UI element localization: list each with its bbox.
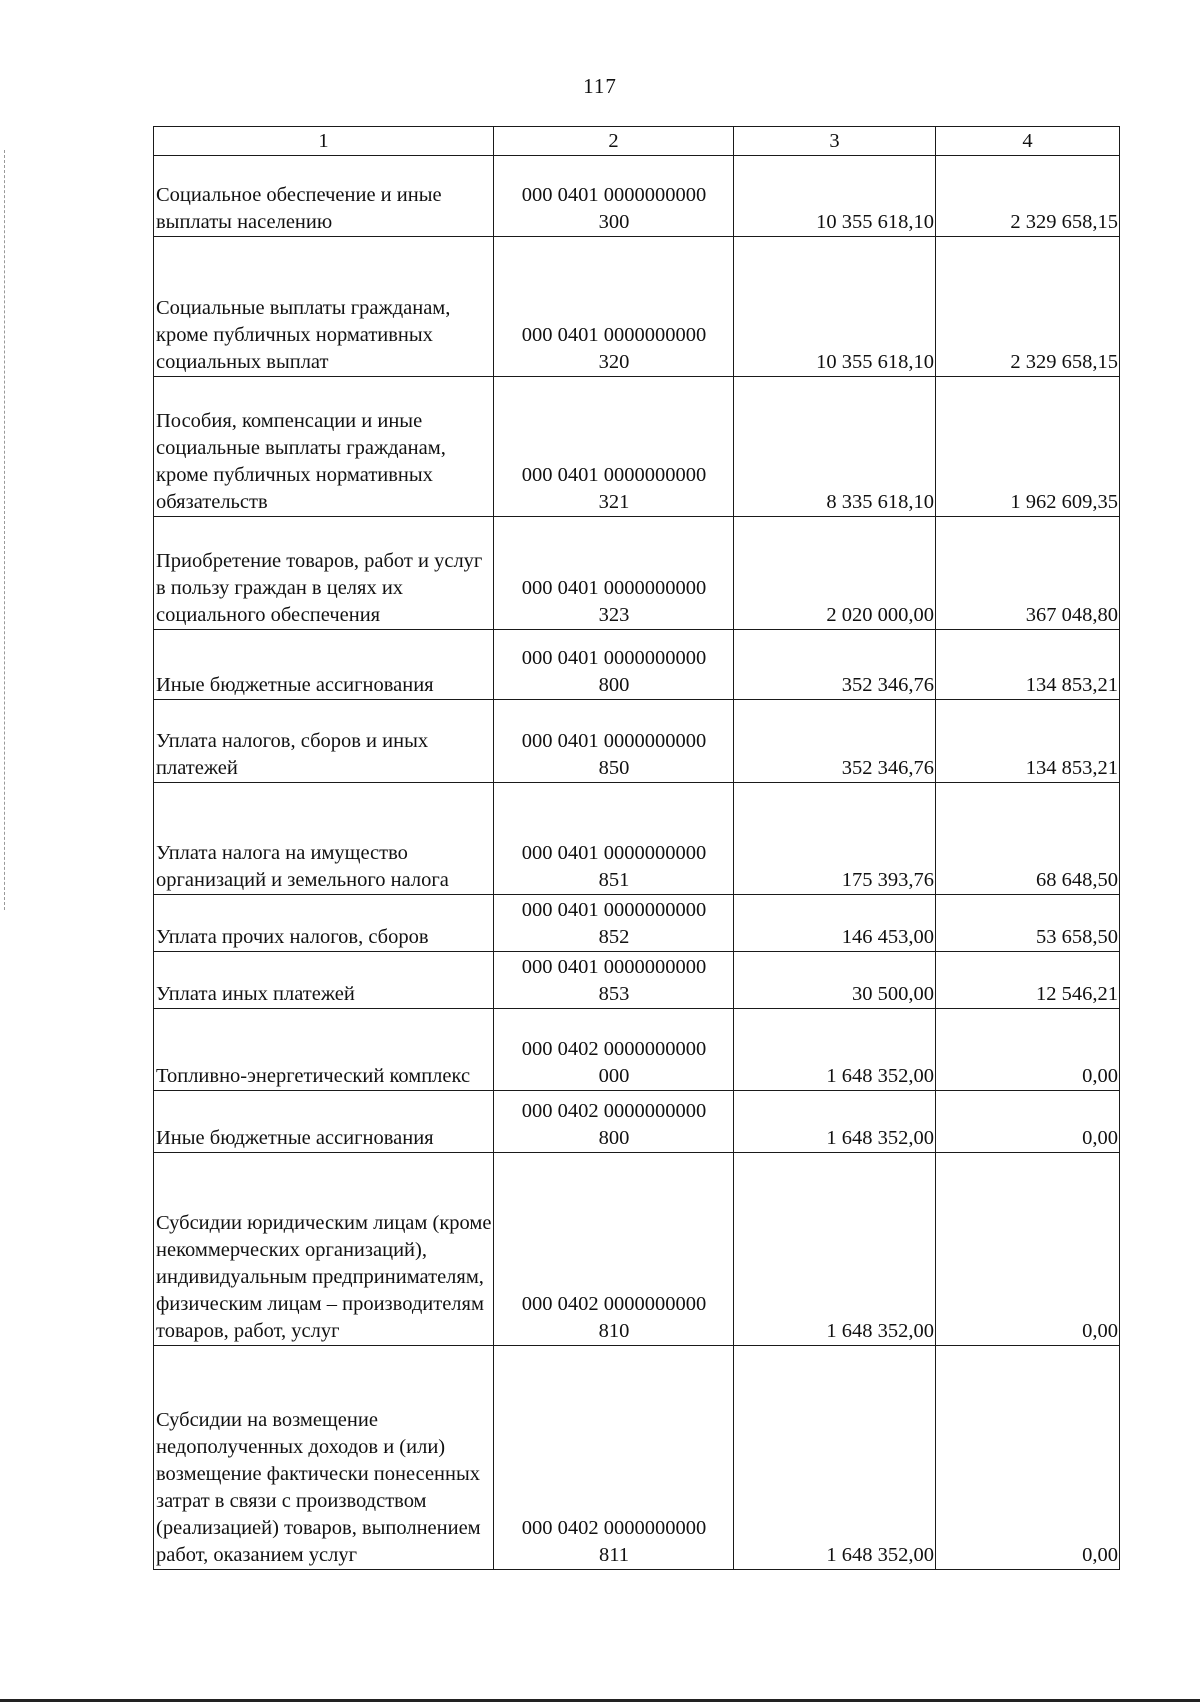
row-code-suffix: 321 [598,491,630,513]
row-code-suffix: 851 [598,869,630,891]
table-row [154,630,1120,700]
row-code [494,895,734,952]
row-value-col4: 0,00 [936,1346,1120,1570]
table-row [154,700,1120,783]
row-code-main: 000 0402 0000000000 [521,1038,707,1060]
row-code-main: 000 0401 0000000000 [521,956,707,978]
column-header-2: 2 [494,127,734,156]
row-value-col4: 2 329 658,15 [936,237,1120,377]
row-value-col3: 30 500,00 [734,952,936,1009]
table-row [154,517,1120,630]
row-code-main: 000 0402 0000000000 [521,1100,707,1122]
budget-table [153,126,1120,1570]
row-name: Уплата налогов, сборов и иных платежей [154,700,494,783]
row-value-col4: 367 048,80 [936,517,1120,630]
column-header-1: 1 [154,127,494,156]
row-code-suffix: 853 [598,983,630,1005]
row-code-main: 000 0401 0000000000 [521,577,707,599]
row-code [494,700,734,783]
row-name: Приобретение товаров, работ и услуг в пользу граждан в целях их социального обеспечения [154,517,494,630]
table-row [154,1009,1120,1091]
table-row [154,895,1120,952]
row-code-main: 000 0401 0000000000 [521,184,707,206]
row-value-col3: 352 346,76 [734,630,936,700]
table-row [154,783,1120,895]
row-value-col4: 134 853,21 [936,700,1120,783]
row-value-col3: 10 355 618,10 [734,237,936,377]
row-value-col3: 352 346,76 [734,700,936,783]
row-name: Уплата иных платежей [154,952,494,1009]
table-row [154,377,1120,517]
row-code-main: 000 0402 0000000000 [521,1293,707,1315]
row-name: Социальное обеспечение и иные выплаты населению [154,156,494,237]
row-code [494,783,734,895]
row-code [494,1009,734,1091]
row-value-col3: 175 393,76 [734,783,936,895]
row-code-suffix: 811 [599,1544,629,1566]
row-name: Пособия, компенсации и иные социальные выплаты гражданам, кроме публичных нормативных обязательств [154,377,494,517]
scan-bottom-edge [0,1699,1200,1702]
row-name: Социальные выплаты гражданам, кроме публичных нормативных социальных выплат [154,237,494,377]
table-row [154,237,1120,377]
row-code-suffix: 323 [598,604,630,626]
row-code-main: 000 0401 0000000000 [521,324,707,346]
table-row [154,952,1120,1009]
row-value-col4: 134 853,21 [936,630,1120,700]
scan-margin-mark [4,150,6,910]
row-code [494,952,734,1009]
table-row [154,1153,1120,1346]
row-code-main: 000 0401 0000000000 [521,899,707,921]
column-header-3: 3 [734,127,936,156]
row-code [494,377,734,517]
row-value-col3: 10 355 618,10 [734,156,936,237]
row-code-suffix: 000 [598,1065,630,1087]
row-value-col4: 0,00 [936,1009,1120,1091]
row-value-col4: 12 546,21 [936,952,1120,1009]
row-code-main: 000 0402 0000000000 [521,1517,707,1539]
row-name: Уплата налога на имущество организаций и земельного налога [154,783,494,895]
row-code-suffix: 800 [598,1127,630,1149]
row-value-col4: 2 329 658,15 [936,156,1120,237]
row-code-main: 000 0401 0000000000 [521,647,707,669]
row-value-col3: 1 648 352,00 [734,1009,936,1091]
row-name: Субсидии на возмещение недополученных доходов и (или) возмещение фактически понесенных затрат в связи с производством (реализацией) товаров, выполнением работ, оказанием услуг [154,1346,494,1570]
row-value-col4: 0,00 [936,1091,1120,1153]
column-header-4: 4 [936,127,1120,156]
row-code-suffix: 320 [598,351,630,373]
row-code [494,630,734,700]
row-code [494,237,734,377]
row-code-suffix: 852 [598,926,630,948]
row-code-suffix: 810 [598,1320,630,1342]
row-code [494,1153,734,1346]
row-code-suffix: 800 [598,674,630,696]
row-value-col3: 1 648 352,00 [734,1091,936,1153]
row-code [494,517,734,630]
row-name: Иные бюджетные ассигнования [154,630,494,700]
row-code [494,1346,734,1570]
row-value-col4: 53 658,50 [936,895,1120,952]
row-name: Уплата прочих налогов, сборов [154,895,494,952]
row-code-suffix: 850 [598,757,630,779]
table-row [154,1091,1120,1153]
row-code-main: 000 0401 0000000000 [521,842,707,864]
row-name: Иные бюджетные ассигнования [154,1091,494,1153]
row-value-col3: 1 648 352,00 [734,1346,936,1570]
row-value-col4: 68 648,50 [936,783,1120,895]
row-value-col3: 146 453,00 [734,895,936,952]
row-name: Топливно-энергетический комплекс [154,1009,494,1091]
row-value-col4: 1 962 609,35 [936,377,1120,517]
row-value-col4: 0,00 [936,1153,1120,1346]
row-value-col3: 8 335 618,10 [734,377,936,517]
row-code-suffix: 300 [598,211,630,233]
row-code-main: 000 0401 0000000000 [521,730,707,752]
page-number: 117 [583,74,617,98]
row-code [494,156,734,237]
table-row [154,1346,1120,1570]
row-value-col3: 1 648 352,00 [734,1153,936,1346]
row-value-col3: 2 020 000,00 [734,517,936,630]
row-name: Субсидии юридическим лицам (кроме некоммерческих организаций), индивидуальным предпринимателям, физическим лицам – производителям товаров, работ, услуг [154,1153,494,1346]
row-code [494,1091,734,1153]
row-code-main: 000 0401 0000000000 [521,464,707,486]
table-row [154,156,1120,237]
table-header-row [154,127,1120,156]
